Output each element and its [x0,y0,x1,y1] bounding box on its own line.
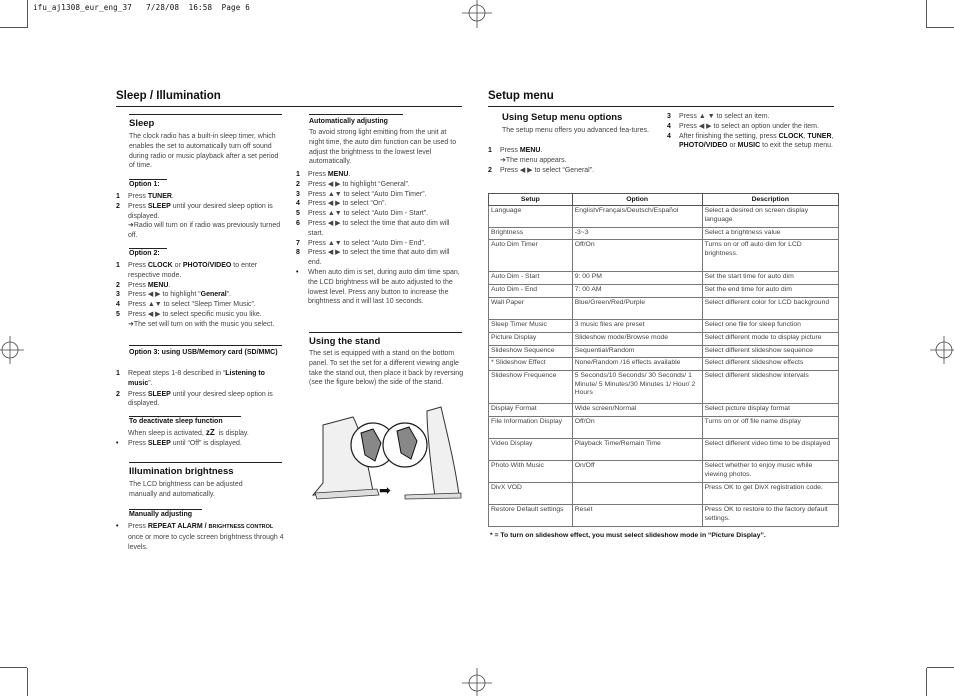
table-cell: Video Display [489,439,573,461]
table-cell: Select different slideshow effects [702,358,838,371]
table-cell [572,483,702,505]
option1-rule [129,179,167,180]
illum-heading: Illumination brightness [129,466,234,477]
table-cell: None/Random /16 effects available [572,358,702,371]
manual-heading: Manually adjusting [129,511,193,518]
table-row [489,228,839,240]
sleep-heading: Sleep [129,118,155,129]
table-cell: Auto Dim - Start [489,272,573,285]
option3-steps: 1 Repeat steps 1-8 described in “Listening to music”. 2 Press SLEEP until your desired sleep option is displayed. [116,370,273,408]
table-cell: Sleep Timer Music [489,320,573,333]
table-row [489,206,839,228]
option1-steps: 1 Press TUNER. 2 Press SLEEP until your desired sleep option is displayed. ➜Radio will turn on if radio was previously turned off. [116,193,281,240]
table-cell: Select different slideshow intervals [702,371,838,404]
sleep-rule [129,114,282,115]
header-setup: Setup [489,194,573,206]
table-row [489,417,839,439]
table-cell: Select whether to enjoy music while viewing photos. [702,461,838,483]
deactivate-heading: To deactivate sleep function [129,418,223,425]
table-cell: Select one file for sleep function [702,320,838,333]
table-cell: Auto Dim Timer [489,240,573,272]
table-cell: Turns on or off file name display [702,417,838,439]
table-cell: Select different slideshow sequence [702,346,838,358]
table-cell: Turns on or off auto dim for LCD brightness. [702,240,838,272]
setup-intro: The setup menu offers you advanced fea-tures. [502,127,649,134]
stand-illustration [309,403,463,501]
option3-rule [129,345,282,346]
table-cell: DivX VOD [489,483,573,505]
option2-heading: Option 2: [129,250,160,257]
table-row [489,272,839,285]
table-cell: Press OK to get DivX registration code. [702,483,838,505]
table-cell: 5 Seconds/10 Seconds/ 30 Seconds/ 1 Minute/ 5 Minutes/30 Minutes 1/ Hour/ 2 Hours [572,371,702,404]
table-cell: Select different mode to display picture [702,333,838,346]
table-cell: 7: 00 AM [572,285,702,298]
option1-heading: Option 1: [129,181,160,188]
setup-title-rule [488,106,834,107]
table-cell: Slideshow mode/Browse mode [572,333,702,346]
deactivate-text: When sleep is activated, zZ is display. • Press SLEEP until “Off” is displayed. [116,428,249,447]
option3-heading: Option 3: using USB/Memory card (SD/MMC) [129,349,278,356]
table-row [489,346,839,358]
table-cell: Reset [572,505,702,527]
table-cell: Playback Time/Remain Time [572,439,702,461]
print-header: ifu_aj1308_eur_eng_37 7/28/08 16:58 Page 6 [33,3,250,12]
table-cell: Off/On [572,417,702,439]
table-cell: Wall Paper [489,298,573,320]
auto-intro: To avoid strong light emitting from the unit at night time, the auto dim function can be used to adjust the brightness to the lowest level automatically. [309,129,457,166]
table-cell: Select different video time to be displayed [702,439,838,461]
table-cell: -3~3 [572,228,702,240]
stand-text: The set is equipped with a stand on the bottom panel. To set the set for a different viewing angle take the stand out, then place it back by reversing (see the figure below) the side of the stand. [309,350,464,387]
table-row [489,371,839,404]
stand-heading: Using the stand [309,336,381,347]
arrow-right-icon: ➡ [379,483,391,499]
option2-steps: 1 Press CLOCK or PHOTO/VIDEO to enter respective mode. 2 Press MENU. 3 Press ◀ ▶ to highlight “General”. 4 Press ▲▼ to select “Sleep Timer Music”. 5 Press ◀ ▶ to select specific music you like. ➜The set will turn on with the music you select. [116,262,275,328]
table-cell: Press OK to restore to the factory default settings. [702,505,838,527]
setup-table [488,193,839,527]
table-cell: 9: 00 PM [572,272,702,285]
table-row [489,333,839,346]
table-cell: Select different color for LCD background [702,298,838,320]
table-row [489,439,839,461]
manual-rule [129,509,202,510]
table-cell: Set the end time for auto dim [702,285,838,298]
stand-rule [309,332,462,333]
table-cell: 3 music files are preset [572,320,702,333]
table-cell: Slideshow Frequence [489,371,573,404]
auto-rule [309,114,403,115]
table-row [489,285,839,298]
table-cell: * Slideshow Effect [489,358,573,371]
left-page-title: Sleep / Illumination [116,90,221,102]
manual-text: • Press REPEAT ALARM / BRIGHTNESS CONTROL once or more to cycle screen brightness through 4 levels. [116,523,284,551]
table-cell: Blue/Green/Red/Purple [572,298,702,320]
table-cell: Language [489,206,573,228]
table-cell: Photo With Music [489,461,573,483]
table-row [489,320,839,333]
sleep-intro: The clock radio has a built-in sleep timer, which enables the set to automatically turn off sound during radio or music playback after a set period of time. [129,133,279,170]
setup-heading: Using Setup menu options [502,112,623,123]
title-rule [116,106,462,107]
registration-mark-bottom [456,668,498,696]
illum-rule [129,462,282,463]
table-cell: Set the start time for auto dim [702,272,838,285]
header-description: Description [702,194,838,206]
table-header-row [489,194,839,206]
table-cell: File Information Display [489,417,573,439]
table-cell: Wide screen/Normal [572,404,702,417]
table-row [489,483,839,505]
table-cell: Sequential/Random [572,346,702,358]
table-row [489,358,839,371]
setup-steps-right: 3 Press ▲ ▼ to select an item. 4 Press ◀ ▶ to select an option under the item. 4 After finishing the setting, press CLOCK, TUNER, PHOTO/VIDEO or MUSIC to exit the setup menu. [667,113,834,150]
table-row [489,298,839,320]
table-cell: Select a brightness value [702,228,838,240]
table-cell: Picture Display [489,333,573,346]
table-footnote: * = To turn on slideshow effect, you must select slideshow mode in “Picture Display”. [490,532,766,539]
table-row [489,404,839,417]
option2-rule [129,248,167,249]
registration-mark-left [0,332,24,368]
table-cell: Off/On [572,240,702,272]
table-cell: Brightness [489,228,573,240]
table-cell: English/Français/Deutsch/Español [572,206,702,228]
illum-intro: The LCD brightness can be adjusted manually and automatically. [129,481,243,498]
auto-steps: 1 Press MENU. 2 Press ◀ ▶ to highlight “General”. 3 Press ▲▼ to select “Auto Dim Timer”. 4 Press ◀ ▶ to select “On”. 5 Press ▲▼ to select “Auto Dim - Start”. 6 Press ◀ ▶ to select the time that auto dim will start. 7 Press ▲▼ to select “Auto Dim - End”. 8 Press ◀ ▶ to select the time that auto dim will end. • When auto dim is set, during auto dim time span, the LCD brightness will be auto adjusted to the lowest level. Press any button to increase the brightness and it will last 10 seconds. [296,171,460,306]
table-row [489,461,839,483]
table-cell: Select a desired on screen display language [702,206,838,228]
table-cell: Display Format [489,404,573,417]
auto-heading: Automatically adjusting [309,118,388,125]
setup-steps-left: 1 Press MENU. ➜The menu appears. 2 Press ◀ ▶ to select “General”. [488,147,595,174]
table-row [489,505,839,527]
table-row [489,240,839,272]
header-option: Option [572,194,702,206]
table-cell: Restore Default settings [489,505,573,527]
registration-mark-right [930,332,954,368]
sleep-zz-icon: zZ [205,428,215,437]
table-cell: Slideshow Sequence [489,346,573,358]
registration-mark-top [456,0,498,28]
table-cell: Select picture display format [702,404,838,417]
deactivate-rule [129,416,241,417]
right-page-title: Setup menu [488,90,554,102]
table-cell: Auto Dim - End [489,285,573,298]
table-cell: On/Off [572,461,702,483]
